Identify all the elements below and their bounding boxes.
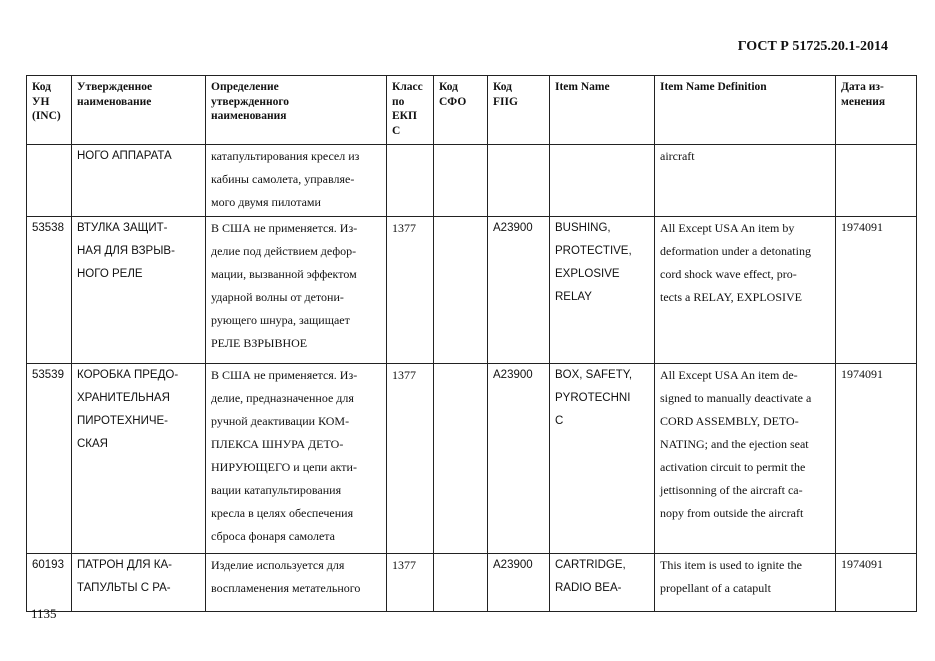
cell-definition [206, 554, 387, 612]
cell-date: 1974091 [836, 364, 917, 554]
cell-definition [206, 217, 387, 364]
cell-sfo-code [434, 554, 488, 612]
column-header-line: ЕКП [392, 110, 417, 122]
cell-line: сброса фонаря самолета [211, 529, 335, 543]
cell-sfo-code [434, 364, 488, 554]
cell-item-definition [655, 364, 836, 554]
cell-date: 1974091 [836, 554, 917, 612]
column-header-line: менения [841, 95, 886, 108]
table-header-row [27, 76, 917, 145]
column-header-line: УН [32, 95, 50, 108]
cell-line: КОРОБКА ПРЕДО- [77, 369, 179, 381]
column-header-line: Дата из- [841, 81, 884, 93]
cell-line: PYROTECHNI [555, 392, 631, 404]
column-header-line: Код [32, 81, 52, 93]
cell-definition [206, 145, 387, 217]
cell-line: Изделие используется для [211, 558, 345, 572]
cell-date: 1974091 [836, 217, 917, 364]
cell-line: C [555, 415, 564, 427]
cell-line: aircraft [660, 149, 695, 163]
cell-item-name [550, 217, 655, 364]
column-header-line: Код [493, 81, 513, 93]
cell-inc-code: 60193 [27, 554, 72, 612]
cell-line: This item is used to ignite the [660, 558, 802, 572]
cell-line: кабины самолета, управляе- [211, 172, 355, 186]
column-header-line: наименование [77, 95, 152, 108]
cell-line: propellant of a catapult [660, 581, 771, 595]
cell-line: nopy from outside the aircraft [660, 506, 804, 520]
column-header-item-name [550, 76, 655, 145]
cell-line: BUSHING, [555, 222, 611, 234]
document-code: ГОСТ Р 51725.20.1-2014 [737, 39, 888, 54]
cell-line: делие под действием дефор- [211, 244, 357, 258]
cell-line: В США не применяется. Из- [211, 368, 358, 382]
cell-line: ПАТРОН ДЛЯ КА- [77, 559, 172, 571]
cell-item-definition [655, 217, 836, 364]
column-header-line: (INC) [32, 110, 61, 122]
cell-item-name [550, 554, 655, 612]
cell-line: катапультирования кресел из [211, 149, 360, 163]
cell-line: рующего шнура, защищает [211, 313, 350, 327]
cell-line: CORD ASSEMBLY, DETO- [660, 414, 799, 428]
cell-line: ТАПУЛЬТЫ С РА- [77, 582, 171, 594]
cell-line: кресла в целях обеспечения [211, 506, 354, 520]
cell-line: СКАЯ [77, 438, 108, 450]
column-header-line: FIIG [493, 95, 518, 108]
cell-line: deformation under a detonating [660, 244, 811, 258]
cell-item-definition [655, 554, 836, 612]
cell-line: делие, предназначенное для [211, 391, 354, 405]
column-header-line: Класс [392, 81, 423, 93]
table-row [27, 217, 917, 364]
cell-line: All Except USA An item de- [660, 368, 798, 382]
cell-line: RELAY [555, 291, 592, 303]
cell-inc-code: 53539 [27, 364, 72, 554]
cell-line: НИРУЮЩЕГО и цепи акти- [211, 460, 357, 474]
cell-line: ПИРОТЕХНИЧЕ- [77, 415, 168, 427]
table-row [27, 364, 917, 554]
cell-ekps-class [387, 145, 434, 217]
cell-approved-name [72, 364, 206, 554]
cell-line: НОГО АППАРАТА [77, 150, 172, 162]
cell-fiig-code: A23900 [488, 554, 550, 612]
cell-date [836, 145, 917, 217]
column-header-definition [206, 76, 387, 145]
page-number: 1135 [31, 606, 57, 621]
cell-line: tects a RELAY, EXPLOSIVE [660, 290, 802, 304]
cell-line: В США не применяется. Из- [211, 221, 358, 235]
cell-sfo-code [434, 145, 488, 217]
cell-approved-name [72, 145, 206, 217]
table-row [27, 145, 917, 217]
cell-fiig-code: A23900 [488, 217, 550, 364]
cell-line: PROTECTIVE, [555, 245, 632, 257]
cell-approved-name [72, 554, 206, 612]
cell-approved-name [72, 217, 206, 364]
cell-ekps-class: 1377 [387, 554, 434, 612]
cell-line: cord shock wave effect, pro- [660, 267, 797, 281]
table-row [27, 554, 917, 612]
cell-line: НОГО РЕЛЕ [77, 268, 143, 280]
cell-line: ВТУЛКА ЗАЩИТ- [77, 222, 168, 234]
cell-line: NATING; and the ejection seat [660, 437, 809, 451]
column-header-line: Item Name [555, 81, 610, 93]
column-header-line: Определение [211, 81, 279, 93]
cell-item-name [550, 145, 655, 217]
cell-line: RADIO BEA- [555, 582, 622, 594]
cell-definition [206, 364, 387, 554]
cell-ekps-class: 1377 [387, 217, 434, 364]
column-header-sfo-code [434, 76, 488, 145]
cell-line: signed to manually deactivate a [660, 391, 812, 405]
column-header-line: С [392, 124, 401, 137]
column-header-item-definition [655, 76, 836, 145]
cell-item-definition [655, 145, 836, 217]
column-header-line: СФО [439, 95, 467, 108]
cell-line: вации катапультирования [211, 483, 342, 497]
cell-inc-code: 53538 [27, 217, 72, 364]
cell-line: ХРАНИТЕЛЬНАЯ [77, 392, 170, 404]
column-header-line: наименования [211, 110, 287, 122]
column-header-line: Утвержденное [77, 81, 153, 93]
cell-sfo-code [434, 217, 488, 364]
cell-inc-code [27, 145, 72, 217]
cell-line: мации, вызванной эффектом [211, 267, 357, 281]
column-header-inc [27, 76, 72, 145]
cell-line: BOX, SAFETY, [555, 369, 633, 381]
cell-line: jettisonning of the aircraft ca- [660, 483, 803, 497]
cell-line: All Except USA An item by [660, 221, 795, 235]
cell-line: ручной деактивации КОМ- [211, 414, 350, 428]
cell-line: EXPLOSIVE [555, 268, 620, 280]
column-header-line: Код [439, 81, 459, 93]
cell-fiig-code [488, 145, 550, 217]
cell-line: CARTRIDGE, [555, 559, 626, 571]
column-header-approved-name [72, 76, 206, 145]
cell-line: мого двумя пилотами [211, 195, 321, 209]
cell-item-name [550, 364, 655, 554]
cell-line: воспламенения метательного [211, 581, 361, 595]
cell-line: ПЛЕКСА ШНУРА ДЕТО- [211, 437, 344, 451]
column-header-line: по [392, 95, 405, 108]
cell-line: НАЯ ДЛЯ ВЗРЫВ- [77, 245, 175, 257]
column-header-ekps-class [387, 76, 434, 145]
column-header-date [836, 76, 917, 145]
column-header-line: Item Name Definition [660, 81, 767, 93]
cell-ekps-class: 1377 [387, 364, 434, 554]
cell-line: РЕЛЕ ВЗРЫВНОЕ [211, 336, 308, 350]
cell-line: activation circuit to permit the [660, 460, 806, 474]
catalog-table [26, 75, 917, 612]
column-header-fiig-code [488, 76, 550, 145]
cell-fiig-code: A23900 [488, 364, 550, 554]
column-header-line: утвержденного [211, 95, 290, 108]
cell-line: ударной волны от детони- [211, 290, 344, 304]
